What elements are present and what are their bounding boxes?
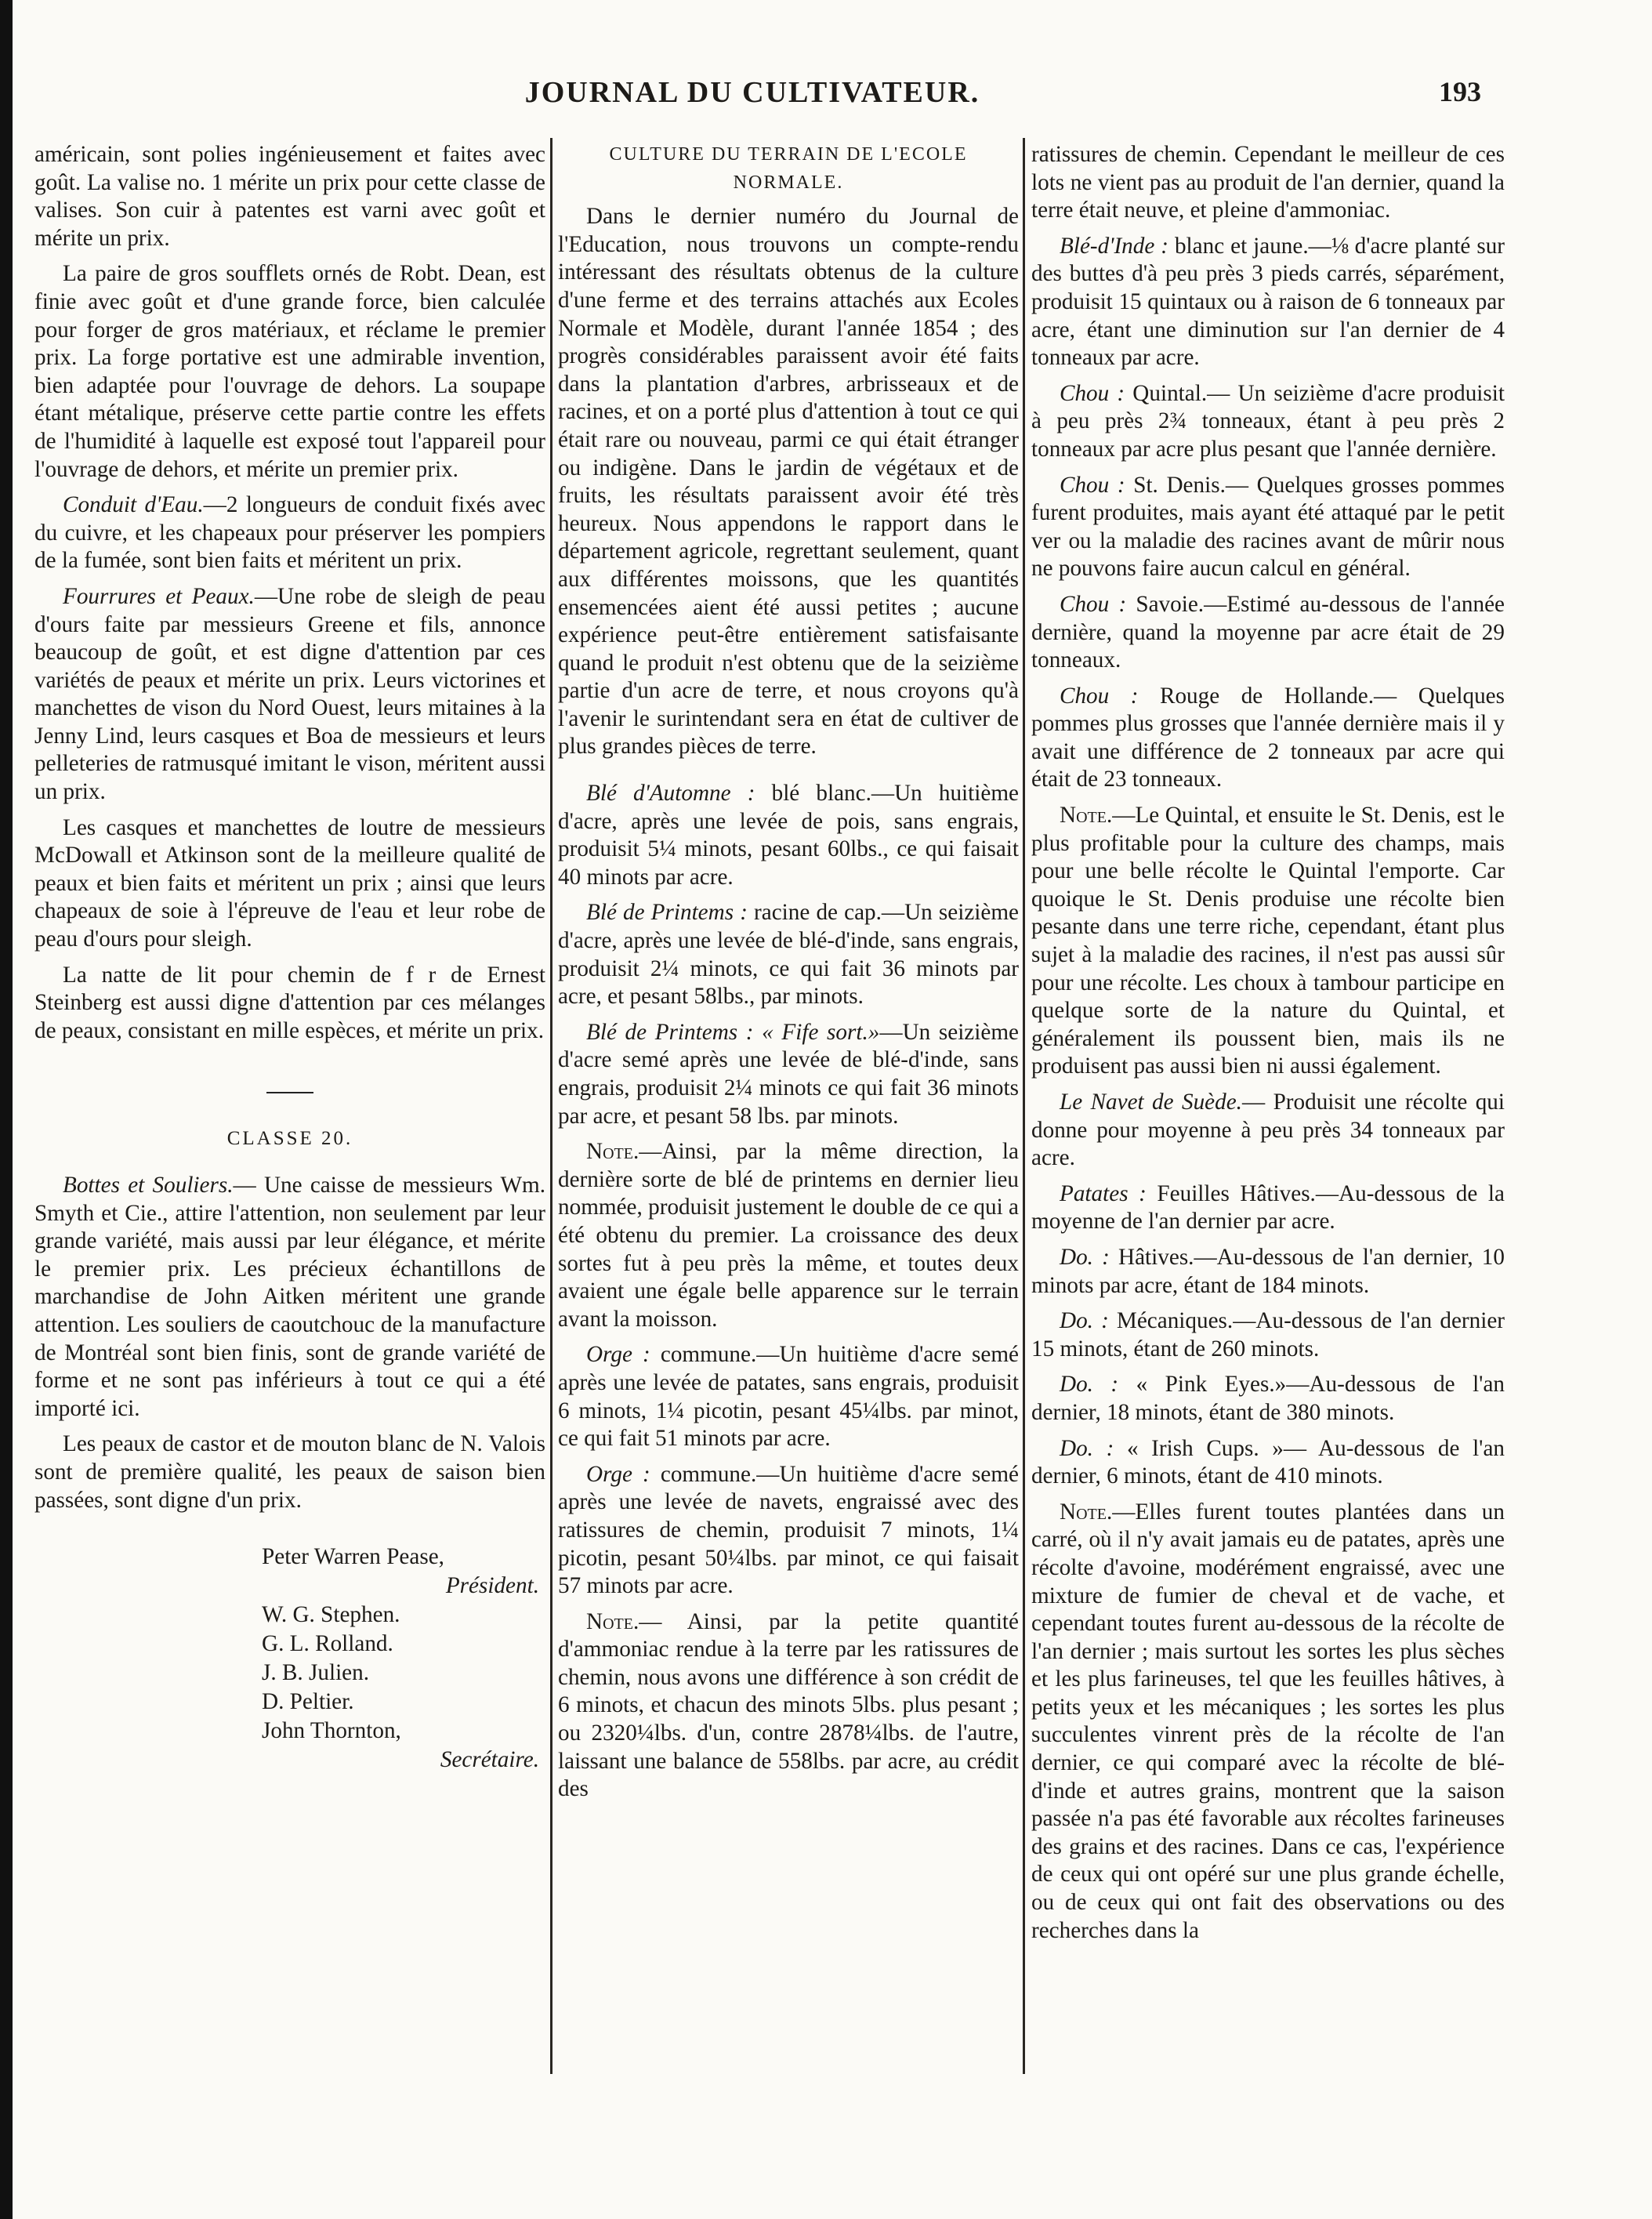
entry-text: Quintal.— Un seizième d'acre produisit à peu près 2¾ tonneaux, étant à peu près 2 tonneaux par acre plus pesant que l'année dernière. bbox=[1031, 380, 1505, 462]
entry-text: —Le Quintal, et ensuite le St. Denis, est le plus profitable pour la culture des champs, mais pour une belle récolte le Quintal l'emporte. Car quoique le St. Denis produise une récolte bien pesante dans une terre riche, cependant, étant plus sujet à la maladie des racines, il n'est pas aussi sûr pour une récolte. Les choux à tambour participe en quelque sorte de la nature du Quintal, et généralement ils poussent bien, mais ils ne produisent pas aussi bien ni aussi également. bbox=[1031, 803, 1505, 1079]
paragraph: La paire de gros soufflets ornés de Robt. Dean, est finie avec goût et d'une grande force, bien calculée pour forger de gros matériaux, et réclame le premier prix. La forge portative est une admirable invention, bien adaptée pour l'ouvrage de dehors. La soupape étant métalique, préserve cette partie contre les effets de l'humidité à laquelle est exposé tout l'appareil pour l'ouvrage de dehors, et mérite un premier prix. bbox=[34, 261, 545, 482]
spacer bbox=[558, 769, 1019, 780]
paragraph: Les peaux de castor et de mouton blanc de N. Valois sont de première qualité, les peaux de saison bien passées, sont digne d'un prix. bbox=[34, 1431, 545, 1513]
column-divider-2 bbox=[1023, 138, 1025, 2074]
paragraph bbox=[1031, 1499, 1505, 1945]
paragraph bbox=[1031, 233, 1505, 372]
entry-text: blé blanc.—Un huitième d'acre, après une levée de pois, sans engrais, produisit 5¼ minots, pesant 60lbs., ce qui faisait 40 minots par acre. bbox=[558, 781, 1020, 890]
entry-text: Rouge de Hollande.— Quelques pommes plus grosses que l'année dernière mais il y avait une différence de 2 tonneaux par acre qui était de 23 tonneaux. bbox=[1031, 683, 1505, 792]
entry-text: — Ainsi, par la petite quantité d'ammoniac rendue à la terre par les ratissures de chemin, nous avons une différence à son crédit de 6 minots, et chacun des minots 5lbs. plus pesant ; ou 2320¼lbs. d'un, contre 2878¼lbs. de l'autre, laissant une balance de 558lbs. par acre, au crédit des bbox=[558, 1608, 1019, 1802]
entry-text: —Une robe de sleigh de peau d'ours faite par messieurs Greene et fils, annonce beaucoup de goût, et est digne d'attention par ces variétés de peaux et mérite un prix. Leurs victorines et manchettes de vison du Nord Ouest, leurs mitaines à la Jenny Lind, leurs casques et Boa de messieurs et leurs pelleteries de ratmusqué imitant le vison, méritent aussi un prix. bbox=[34, 583, 546, 805]
entry-text: —Un seizième d'acre semé après une levée de blé-d'inde, sans engrais, produisit 2¼ minots ce qui fait 36 minots par acre, et pesant 58 lbs. par minots. bbox=[558, 1019, 1019, 1129]
paragraph bbox=[1031, 1435, 1505, 1491]
paragraph bbox=[1031, 1180, 1505, 1236]
entry-text: racine de cap.—Un seizième d'acre, après une levée de blé-d'inde, sans engrais, produisit 2¼ minots, ce qui fait 36 minots par acre, et pesant 58lbs., par minots. bbox=[558, 900, 1019, 1010]
entry-label: Blé de Printems : bbox=[586, 900, 748, 926]
note-label: Note. bbox=[1060, 1499, 1113, 1525]
paragraph bbox=[1031, 1089, 1505, 1173]
column-left bbox=[34, 141, 545, 1775]
paragraph bbox=[558, 780, 1019, 891]
paragraph: ratissures de chemin. Cependant le meilleur de ces lots ne vient pas au produit de l'an dernier, quand la terre était neuve, et pleine d'ammoniac. bbox=[1031, 142, 1505, 223]
signature-block bbox=[34, 1543, 545, 1775]
entry-text: —2 longueurs de conduit fixés avec du cuivre, et les chapeaux pour préserver les pompiers de la fumée, sont bien faits et méritent un prix. bbox=[34, 492, 546, 574]
member-name: G. L. Rolland. bbox=[262, 1631, 393, 1657]
paragraph bbox=[1031, 802, 1505, 1081]
column-divider-1 bbox=[550, 138, 552, 2074]
paragraph bbox=[34, 583, 545, 807]
paragraph bbox=[558, 899, 1019, 1010]
entry-text: Hâtives.—Au-dessous de l'an dernier, 10 minots par acre, étant de 184 minots. bbox=[1031, 1244, 1505, 1298]
entry-label: Le Navet de Suède. bbox=[1060, 1090, 1242, 1115]
entry-label: Blé-d'Inde : bbox=[1060, 233, 1168, 259]
entry-text: commune.—Un huitième d'acre semé après une levée de patates, sans engrais, produisit 6 minots, 1¼ picotin, pesant 45¼lbs. par minot, ce qui fait 51 minots par acre. bbox=[558, 1342, 1020, 1452]
entry-label: Orge : bbox=[586, 1342, 650, 1368]
paragraph: Les casques et manchettes de loutre de messieurs McDowall et Atkinson sont de la meilleure qualité de peaux et bien faits et méritent un prix ; ainsi que leurs chapeaux de soie à l'épreuve de l'eau et leur robe de peau d'ours pour sleigh. bbox=[34, 814, 545, 952]
section-heading: CULTURE DU TERRAIN DE L'ECOLE NORMALE. bbox=[609, 144, 968, 193]
entry-label: Do. : bbox=[1060, 1372, 1119, 1398]
entry-text: — Produisit une récolte qui donne pour moyenne à peu près 34 tonneaux par acre. bbox=[1031, 1090, 1505, 1171]
entry-text: Savoie.—Estimé au-dessous de l'année dernière, quand la moyenne par acre était de 29 tonneaux. bbox=[1031, 591, 1505, 673]
entry-label: Chou : bbox=[1060, 472, 1125, 498]
paragraph bbox=[1031, 1244, 1505, 1300]
entry-label: Do. : bbox=[1060, 1435, 1114, 1461]
entry-label: Do. : bbox=[1060, 1308, 1109, 1334]
note-label: Note. bbox=[586, 1139, 639, 1165]
member-name: J. B. Julien. bbox=[262, 1660, 370, 1686]
left-border-bar bbox=[0, 0, 13, 2219]
column-right bbox=[1031, 141, 1505, 1953]
entry-label: Do. : bbox=[1060, 1244, 1110, 1270]
president-name: Peter Warren Pease, bbox=[262, 1544, 444, 1570]
member-name: D. Peltier. bbox=[262, 1689, 354, 1715]
entry-text: commune.—Un huitième d'acre semé après une levée de navets, engraissé avec des ratissures de chemin, produisit 7 minots, 1¼ picotin, pesant 50¼lbs. par minot, ce qui faisait 57 minots par acre. bbox=[558, 1461, 1020, 1599]
paragraph bbox=[1031, 380, 1505, 464]
paragraph bbox=[558, 1019, 1019, 1130]
president-title: Président. bbox=[445, 1573, 539, 1599]
paragraph bbox=[1031, 1307, 1505, 1363]
note-label: Note. bbox=[586, 1608, 639, 1634]
entry-label: Patates : bbox=[1060, 1180, 1147, 1206]
entry-text: « Pink Eyes.»—Au-dessous de l'an dernier, 18 minots, étant de 380 minots. bbox=[1031, 1372, 1505, 1425]
entry-label: Chou : bbox=[1060, 380, 1125, 406]
entry-text: —Ainsi, par la même direction, la dernière sorte de blé de printems en dernier lieu nommée, produisit justement le double de ce qui a été obtenu du premier. La croissance des deux sortes fut à peu près la même, et toutes deux avaient une égale belle apparence sur le terrain avant la moisson. bbox=[558, 1139, 1019, 1332]
entry-text: blanc et jaune.—⅛ d'acre planté sur des buttes d'à peu près 3 pieds carrés, séparément, produisit 15 quintaux ou à raison de 6 tonneaux par acre, étant une diminution sur l'an dernier de 4 tonneaux par acre. bbox=[1031, 233, 1505, 371]
entry-text: « Irish Cups. »— Au-dessous de l'an dernier, 6 minots, étant de 410 minots. bbox=[1031, 1435, 1505, 1489]
note-label: Note. bbox=[1060, 803, 1113, 828]
column-middle bbox=[558, 141, 1019, 1811]
entry-label: Fourrures et Peaux. bbox=[63, 583, 255, 609]
class-heading: CLASSE 20. bbox=[226, 1128, 353, 1150]
page-number: 193 bbox=[1439, 76, 1481, 107]
section-separator bbox=[266, 1092, 313, 1093]
member-name: John Thornton, bbox=[262, 1718, 401, 1744]
member-name: W. G. Stephen. bbox=[262, 1602, 400, 1628]
entry-text: St. Denis.— Quelques grosses pommes furent produites, mais ayant été attaqué par le petit ver ou la maladie des racines avant de mûrir nous ne pouvons faire aucun calcul en général. bbox=[1031, 472, 1505, 582]
paragraph: Dans le dernier numéro du Journal de l'Education, nous trouvons un compte-rendu intéressant des résultats obtenus de la culture d'une ferme et des terrains attachés aux Ecoles Normale et Modèle, durant l'année 1854 ; des progrès considérables paraissent avoir été faits dans la plantation d'arbres, arbrisseaux et de racines, et on a porté plus d'attention à tout ce qui était rare ou nouveau, parmi ce qui était étranger ou indigène. Dans le jardin de végétaux et de fruits, les résultats paraissent avoir été très heureux. Nous appendons le rapport dans le département agricole, regrettant seulement, quant aux différentes moissons, que les quantités ensemencées aient été aussi petites ; aucune expérience peut-être entièrement satisfaisante quand le produit n'est obtenu que de la seizième partie d'un acre de terre, et nous croyons qu'à l'avenir le surintendant sera en état de cultiver de plus grandes pièces de terre. bbox=[558, 204, 1019, 760]
paragraph bbox=[34, 1172, 545, 1423]
paragraph bbox=[558, 1341, 1019, 1452]
entry-label: Blé d'Automne : bbox=[586, 781, 755, 807]
paragraph bbox=[1031, 472, 1505, 583]
paragraph: La natte de lit pour chemin de f r de Ernest Steinberg est aussi digne d'attention par ces mélanges de peaux, consistant en mille espèces, et mérite un prix. bbox=[34, 962, 545, 1043]
entry-label: Chou : bbox=[1060, 683, 1139, 709]
entry-text: — Une caisse de messieurs Wm. Smyth et Cie., attire l'attention, non seulement par leur grande variété, mais aussi par leur élégance, et mérite le premier prix. Les précieux échantillons de marchandise de John Aitken méritent une grande attention. Les souliers de caoutchouc de la manufacture de Montréal sont bien finis, sont de grande variété de forme et ne sont pas inférieurs à tout ce qui a été importé ici. bbox=[34, 1173, 545, 1421]
secretary-title: Secrétaire. bbox=[440, 1747, 539, 1773]
entry-text: —Elles furent toutes plantées dans un carré, où il n'y avait jamais eu de patates, après une récolte d'avoine, modérément engraissé, avec une mixture de fumier de cheval et de vache, et cependant toutes furent au-dessous de la récolte de l'an dernier ; mais surtout les sortes les plus sèches et les plus farineuses, tel que les feuilles hâtives, à petits yeux et les mécaniques ; les sortes les plus succulentes vinrent près de la récolte de l'an dernier, ce qui comparé avec la récolte de blé-d'inde et autres grains, montrent que la saison passée n'a pas été favorable aux récoltes farineuses des grains et des racines. Dans ce cas, l'expérience de ceux qui ont opéré sur une plus grande échelle, ou de ceux qui ont fait des observations ou des recherches dans la bbox=[1031, 1499, 1505, 1943]
paragraph bbox=[1031, 591, 1505, 675]
paragraph bbox=[558, 1608, 1019, 1804]
entry-label: Bottes et Souliers. bbox=[63, 1173, 234, 1198]
entry-label: Chou : bbox=[1060, 591, 1127, 617]
paragraph: américain, sont polies ingénieusement et faites avec goût. La valise no. 1 mérite un prix pour cette classe de valises. Son cuir à patentes est varni avec goût et mérite un prix. bbox=[34, 142, 545, 251]
journal-title: JOURNAL DU CULTIVATEUR. bbox=[524, 76, 980, 109]
entry-text: Feuilles Hâtives.—Au-dessous de la moyenne de l'an dernier par acre. bbox=[1031, 1180, 1505, 1235]
paragraph bbox=[558, 1138, 1019, 1333]
entry-label: Blé de Printems : « Fife sort.» bbox=[586, 1019, 880, 1045]
page-header bbox=[24, 75, 1481, 122]
paragraph bbox=[558, 1461, 1019, 1601]
entry-label: Orge : bbox=[586, 1461, 650, 1487]
entry-label: Conduit d'Eau. bbox=[63, 492, 204, 518]
entry-text: Mécaniques.—Au-dessous de l'an dernier 15 minots, étant de 260 minots. bbox=[1031, 1308, 1505, 1361]
paragraph bbox=[1031, 1371, 1505, 1427]
paragraph bbox=[34, 491, 545, 575]
paragraph bbox=[1031, 683, 1505, 794]
